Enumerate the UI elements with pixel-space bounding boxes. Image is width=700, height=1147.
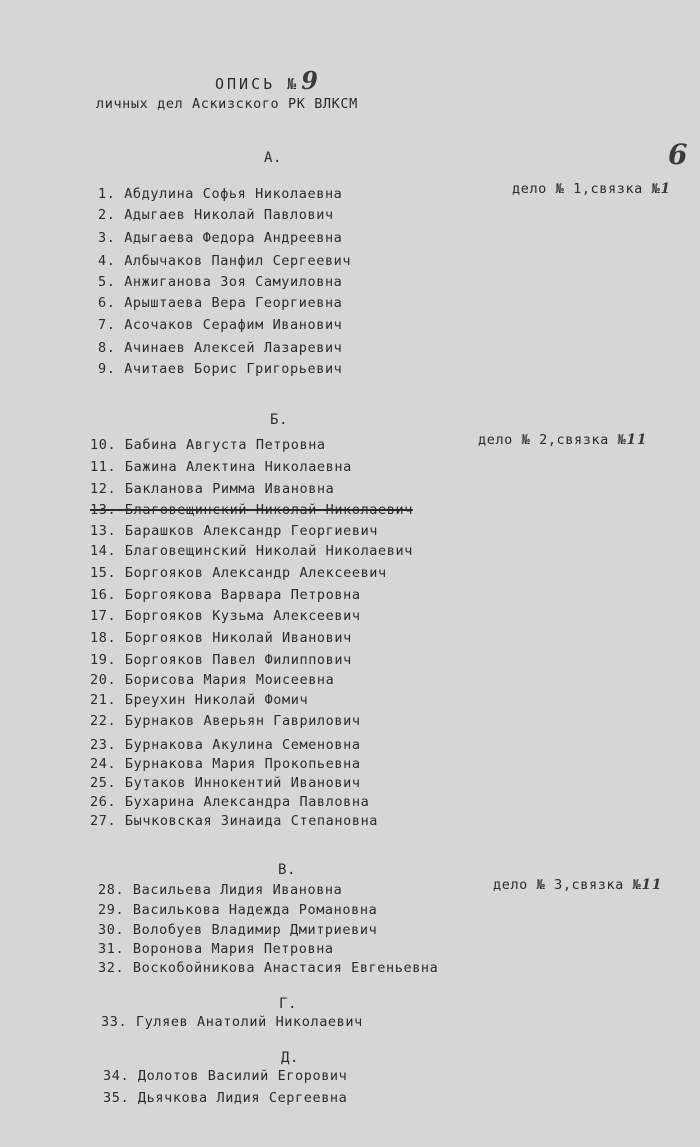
list-item	[90, 737, 361, 753]
item-number: 28.	[98, 882, 125, 898]
section-letter-v: В.	[278, 862, 297, 878]
list-item	[90, 523, 378, 539]
list-item	[90, 587, 361, 603]
item-name: Василькова Надежда Романовна	[132, 902, 378, 918]
item-number: 17.	[90, 608, 117, 624]
item-name: Асочаков Серафим Иванович	[124, 317, 343, 333]
list-item	[103, 1090, 347, 1106]
item-number: 5.	[98, 274, 116, 290]
list-item	[98, 207, 334, 223]
item-name: Адыгаев Николай Павлович	[124, 207, 334, 223]
list-item	[98, 882, 342, 898]
list-item	[90, 630, 352, 646]
case-note-text: дело № 2,связка №	[478, 432, 627, 448]
list-item	[98, 274, 342, 290]
section-a-case-note	[512, 181, 671, 197]
list-item	[98, 361, 342, 377]
bundle-number-handwritten: 11	[626, 432, 648, 448]
list-item	[103, 1068, 347, 1084]
item-number: 10.	[90, 437, 117, 453]
item-number: 4.	[98, 253, 116, 269]
item-number: 26.	[90, 794, 117, 810]
item-number: 6.	[98, 295, 116, 311]
item-number: 35.	[103, 1090, 130, 1106]
item-number: 24.	[90, 756, 117, 772]
item-name: Долотов Василий Егорович	[137, 1068, 348, 1084]
item-number: 27.	[90, 813, 117, 829]
list-item	[90, 543, 413, 559]
item-name: Абдулина Софья Николаевна	[124, 186, 343, 202]
item-name: Борисова Мария Моисеевна	[124, 672, 335, 688]
item-number: 9.	[98, 361, 116, 377]
item-number: 1.	[98, 186, 116, 202]
list-item	[98, 295, 342, 311]
item-name: Бухарина Александра Павловна	[124, 794, 370, 810]
list-item	[90, 565, 387, 581]
item-number: 11.	[90, 459, 117, 475]
item-number: 30.	[98, 922, 125, 938]
item-number: 18.	[90, 630, 117, 646]
item-name: Анжиганова Зоя Самуиловна	[124, 274, 343, 290]
list-item	[90, 608, 361, 624]
list-item	[98, 902, 377, 918]
list-item	[90, 794, 369, 810]
section-v-case-note	[493, 877, 662, 893]
list-item	[98, 186, 342, 202]
item-number: 22.	[90, 713, 117, 729]
item-name: Благовещинский Николай Николаевич	[124, 502, 413, 518]
title-text: ОПИСЬ №	[215, 75, 300, 93]
item-number: 12.	[90, 481, 117, 497]
item-number: 13.	[90, 523, 117, 539]
item-number: 21.	[90, 692, 117, 708]
list-item	[90, 652, 352, 668]
item-name: Бабина Августа Петровна	[124, 437, 326, 453]
item-name: Бурнаков Аверьян Гаврилович	[124, 713, 361, 729]
item-name: Воронова Мария Петровна	[132, 941, 334, 957]
list-item	[98, 230, 342, 246]
item-name: Волобуев Владимир Дмитриевич	[132, 922, 378, 938]
item-name: Барашков Александр Георгиевич	[124, 523, 379, 539]
item-number: 13.	[90, 502, 117, 518]
item-number: 25.	[90, 775, 117, 791]
item-number: 31.	[98, 941, 125, 957]
section-letter-a: А.	[264, 150, 283, 166]
item-name: Бурнакова Акулина Семеновна	[124, 737, 361, 753]
list-item	[98, 941, 334, 957]
list-item	[98, 922, 377, 938]
section-b-case-note	[478, 432, 647, 448]
case-note-text: дело № 1,связка №	[512, 181, 661, 197]
document-title	[215, 66, 321, 95]
section-letter-g: Г.	[279, 996, 298, 1012]
item-name: Бажина Алектина Николаевна	[124, 459, 352, 475]
item-name: Бычковская Зинаида Степановна	[124, 813, 379, 829]
item-name: Благовещинский Николай Николаевич	[124, 543, 413, 559]
item-number: 3.	[98, 230, 116, 246]
item-name: Боргояков Николай Иванович	[124, 630, 352, 646]
item-name: Гуляев Анатолий Николаевич	[135, 1014, 363, 1030]
item-number: 29.	[98, 902, 125, 918]
list-item	[98, 253, 351, 269]
item-name: Ачитаев Борис Григорьевич	[124, 361, 343, 377]
list-item	[90, 813, 378, 829]
section-letter-b: Б.	[270, 412, 289, 428]
item-number: 23.	[90, 737, 117, 753]
item-name: Боргояков Павел Филиппович	[124, 652, 352, 668]
item-number: 16.	[90, 587, 117, 603]
page-number-handwritten: 6	[668, 138, 689, 171]
item-name: Бурнакова Мария Прокопьевна	[124, 756, 361, 772]
item-name: Ачинаев Алексей Лазаревич	[124, 340, 343, 356]
item-number: 7.	[98, 317, 116, 333]
item-name: Боргоякова Варвара Петровна	[124, 587, 361, 603]
item-number: 20.	[90, 672, 117, 688]
item-number: 32.	[98, 960, 125, 976]
item-name: Бутаков Иннокентий Иванович	[124, 775, 361, 791]
list-item-struck	[90, 502, 413, 518]
list-item	[90, 692, 308, 708]
case-note-text: дело № 3,связка №	[493, 877, 642, 893]
list-item	[98, 317, 342, 333]
item-name: Адыгаева Федора Андреевна	[124, 230, 343, 246]
item-number: 34.	[103, 1068, 130, 1084]
item-name: Васильева Лидия Ивановна	[132, 882, 343, 898]
list-item	[90, 775, 361, 791]
item-number: 8.	[98, 340, 116, 356]
item-name: Боргояков Кузьма Алексеевич	[124, 608, 361, 624]
list-item	[90, 459, 352, 475]
list-item	[98, 960, 438, 976]
item-number: 2.	[98, 207, 116, 223]
item-name: Воскобойникова Анастасия Евгеньевна	[132, 960, 439, 976]
item-name: Бреухин Николай Фомич	[124, 692, 309, 708]
item-name: Арыштаева Вера Георгиевна	[124, 295, 343, 311]
item-number: 15.	[90, 565, 117, 581]
item-name: Албычаков Панфил Сергеевич	[124, 253, 352, 269]
list-item	[90, 756, 361, 772]
list-item	[90, 437, 326, 453]
item-name: Дьячкова Лидия Сергеевна	[137, 1090, 348, 1106]
list-item	[90, 713, 361, 729]
title-number-handwritten: 9	[301, 66, 321, 95]
list-item	[98, 340, 342, 356]
item-name: Бакланова Римма Ивановна	[124, 481, 335, 497]
list-item	[90, 672, 334, 688]
item-number: 14.	[90, 543, 117, 559]
list-item	[101, 1014, 363, 1030]
item-name: Боргояков Александр Алексеевич	[124, 565, 387, 581]
document-subtitle: личных дел Аскизского РК ВЛКСМ	[96, 96, 358, 112]
bundle-number-handwritten: 1	[660, 181, 671, 197]
section-letter-d: Д.	[281, 1050, 300, 1066]
item-number: 33.	[101, 1014, 128, 1030]
item-number: 19.	[90, 652, 117, 668]
list-item	[90, 481, 334, 497]
bundle-number-handwritten: 11	[641, 877, 663, 893]
